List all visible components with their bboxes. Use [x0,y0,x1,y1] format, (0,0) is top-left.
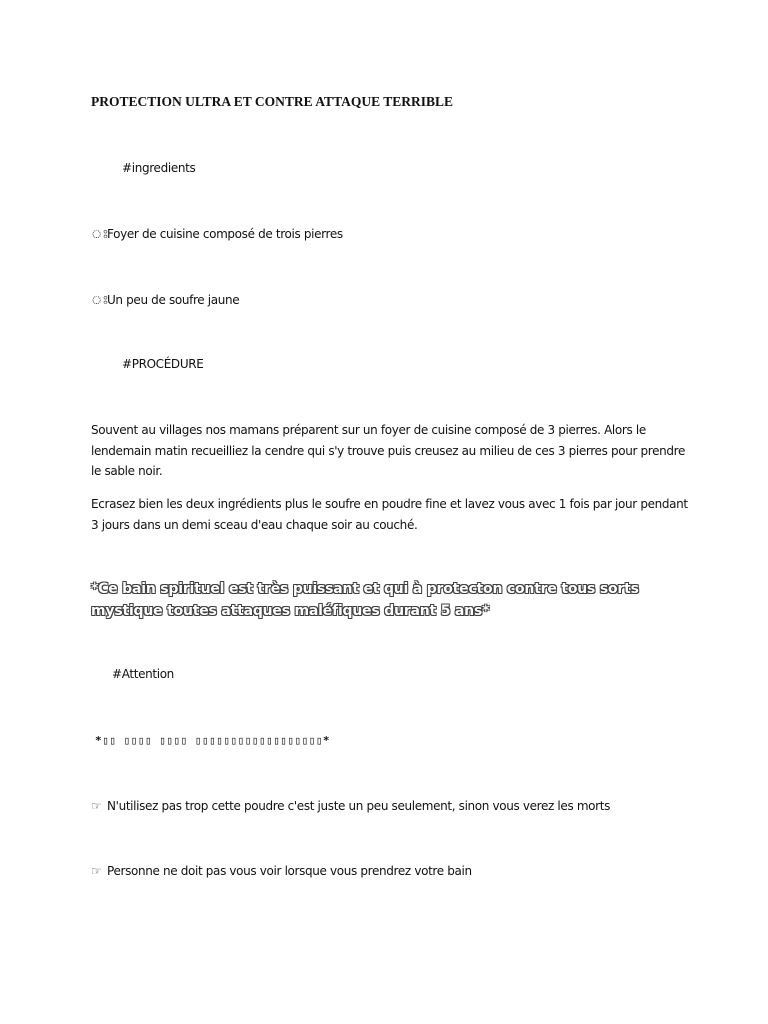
highlight-note: *Ce bain spirituel est très puissant et qui à protecton contre tous sorts mystique toutes attaques maléfiques durant 5 ans* [91,581,639,619]
ingredients-heading: #ingredients [122,161,196,175]
pointing-hand-icon: ☞ [91,799,102,813]
ingredient-text: Foyer de cuisine composé de trois pierres [107,227,343,241]
bullet-icon: ঃ [91,227,109,241]
garbled-line: *▯▯ ▯▯▯▯ ▯▯▯▯ ▯▯▯▯▯▯▯▯▯▯▯▯▯▯▯▯▯▯* [95,734,331,747]
procedure-paragraph: Souvent au villages nos mamans préparent sur un foyer de cuisine composé de 3 pierres. Alors le lendemain matin recueilliez la cendre qui s'y trouve puis creusez au milieu de ces 3 pierres pour prendre le sable noir. [91,423,686,478]
warning-text: N'utilisez pas trop cette poudre c'est juste un peu seulement, sinon vous verez les morts [107,799,610,813]
ingredient-text: Un peu de soufre jaune [107,293,240,307]
ingredient-item [91,292,239,312]
warning-item [91,799,610,813]
warning-item [91,864,472,878]
ingredient-item [91,226,343,246]
warning-text: Personne ne doit pas vous voir lorsque vous prendrez votre bain [107,864,472,878]
procedure-paragraph: Ecrasez bien les deux ingrédients plus le soufre en poudre fine et lavez vous avec 1 fois par jour pendant 3 jours dans un demi sceau d'eau chaque soir au couché. [91,497,688,532]
pointing-hand-icon: ☞ [91,864,102,878]
procedure-heading: #PROCÉDURE [122,357,204,371]
bullet-icon: ঃ [91,293,109,307]
attention-heading: #Attention [112,667,174,681]
document-title: PROTECTION ULTRA ET CONTRE ATTAQUE TERRIBLE [91,94,453,109]
